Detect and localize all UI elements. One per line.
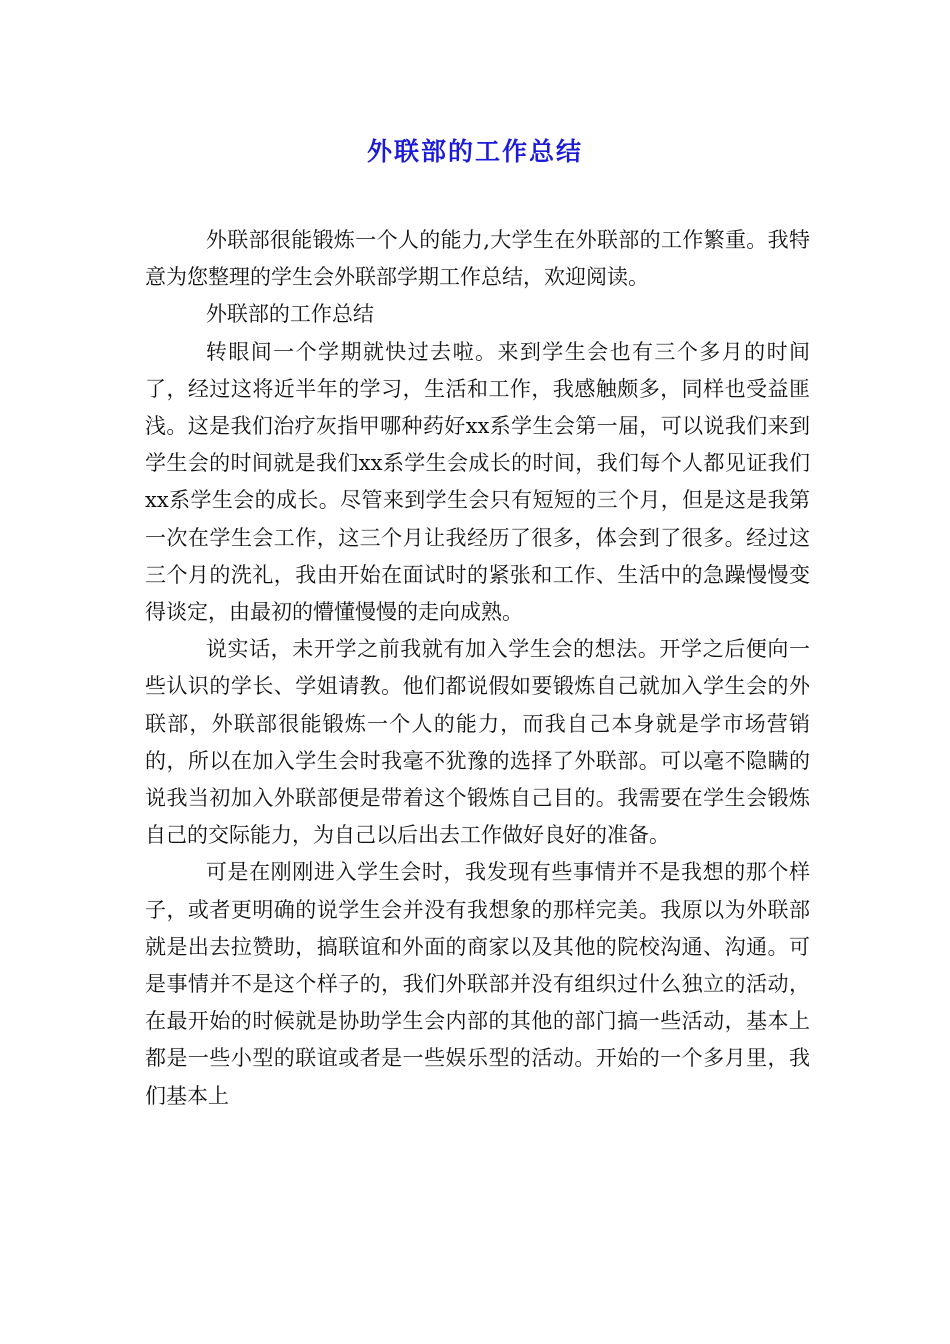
paragraph-intro: 外联部很能锻炼一个人的能力,大学生在外联部的工作繁重。我特意为您整理的学生会外联部学期工作总结，欢迎阅读。 xyxy=(145,228,810,290)
paragraph-1: 转眼间一个学期就快过去啦。来到学生会也有三个多月的时间了，经过这将近半年的学习，生活和工作，我感触颇多，同样也受益匪浅。这是我们治疗灰指甲哪种药好xx系学生会第一届，可以说我们来到学生会的时间就是我们xx系学生会成长的时间，我们每个人都见证我们xx系学生会的成长。尽管来到学生会只有短短的三个月，但是这是我第一次在学生会工作，这三个月让我经历了很多，体会到了很多。经过这三个月的洗礼，我由开始在面试时的紧张和工作、生活中的急躁慢慢变得谈定，由最初的懵懂慢慢的走向成熟。 xyxy=(145,339,810,625)
paragraph-subtitle: 外联部的工作总结 xyxy=(205,302,374,327)
paragraph-2: 说实话，未开学之前我就有加入学生会的想法。开学之后便向一些认识的学长、学姐请教。他们都说假如要锻炼自己就加入学生会的外联部，外联部很能锻炼一个人的能力，而我自己本身就是学市场营销的，所以在加入学生会时我毫不犹豫的选择了外联部。可以毫不隐瞒的说我当初加入外联部便是带着这个锻炼自己目的。我需要在学生会锻炼自己的交际能力，为自己以后出去工作做好良好的准备。 xyxy=(145,637,810,848)
document-title: 外联部的工作总结 xyxy=(366,137,583,166)
document-body xyxy=(145,222,810,1115)
paragraph-3: 可是在刚刚进入学生会时，我发现有些事情并不是我想的那个样子，或者更明确的说学生会并没有我想象的那样完美。我原以为外联部就是出去拉赞助，搞联谊和外面的商家以及其他的院校沟通、沟通。可是事情并不是这个样子的，我们外联部并没有组织过什么独立的活动，在最开始的时候就是协助学生会内部的其他的部门搞一些活动，基本上都是一些小型的联谊或者是一些娱乐型的活动。开始的一个多月里，我们基本上 xyxy=(145,860,810,1108)
